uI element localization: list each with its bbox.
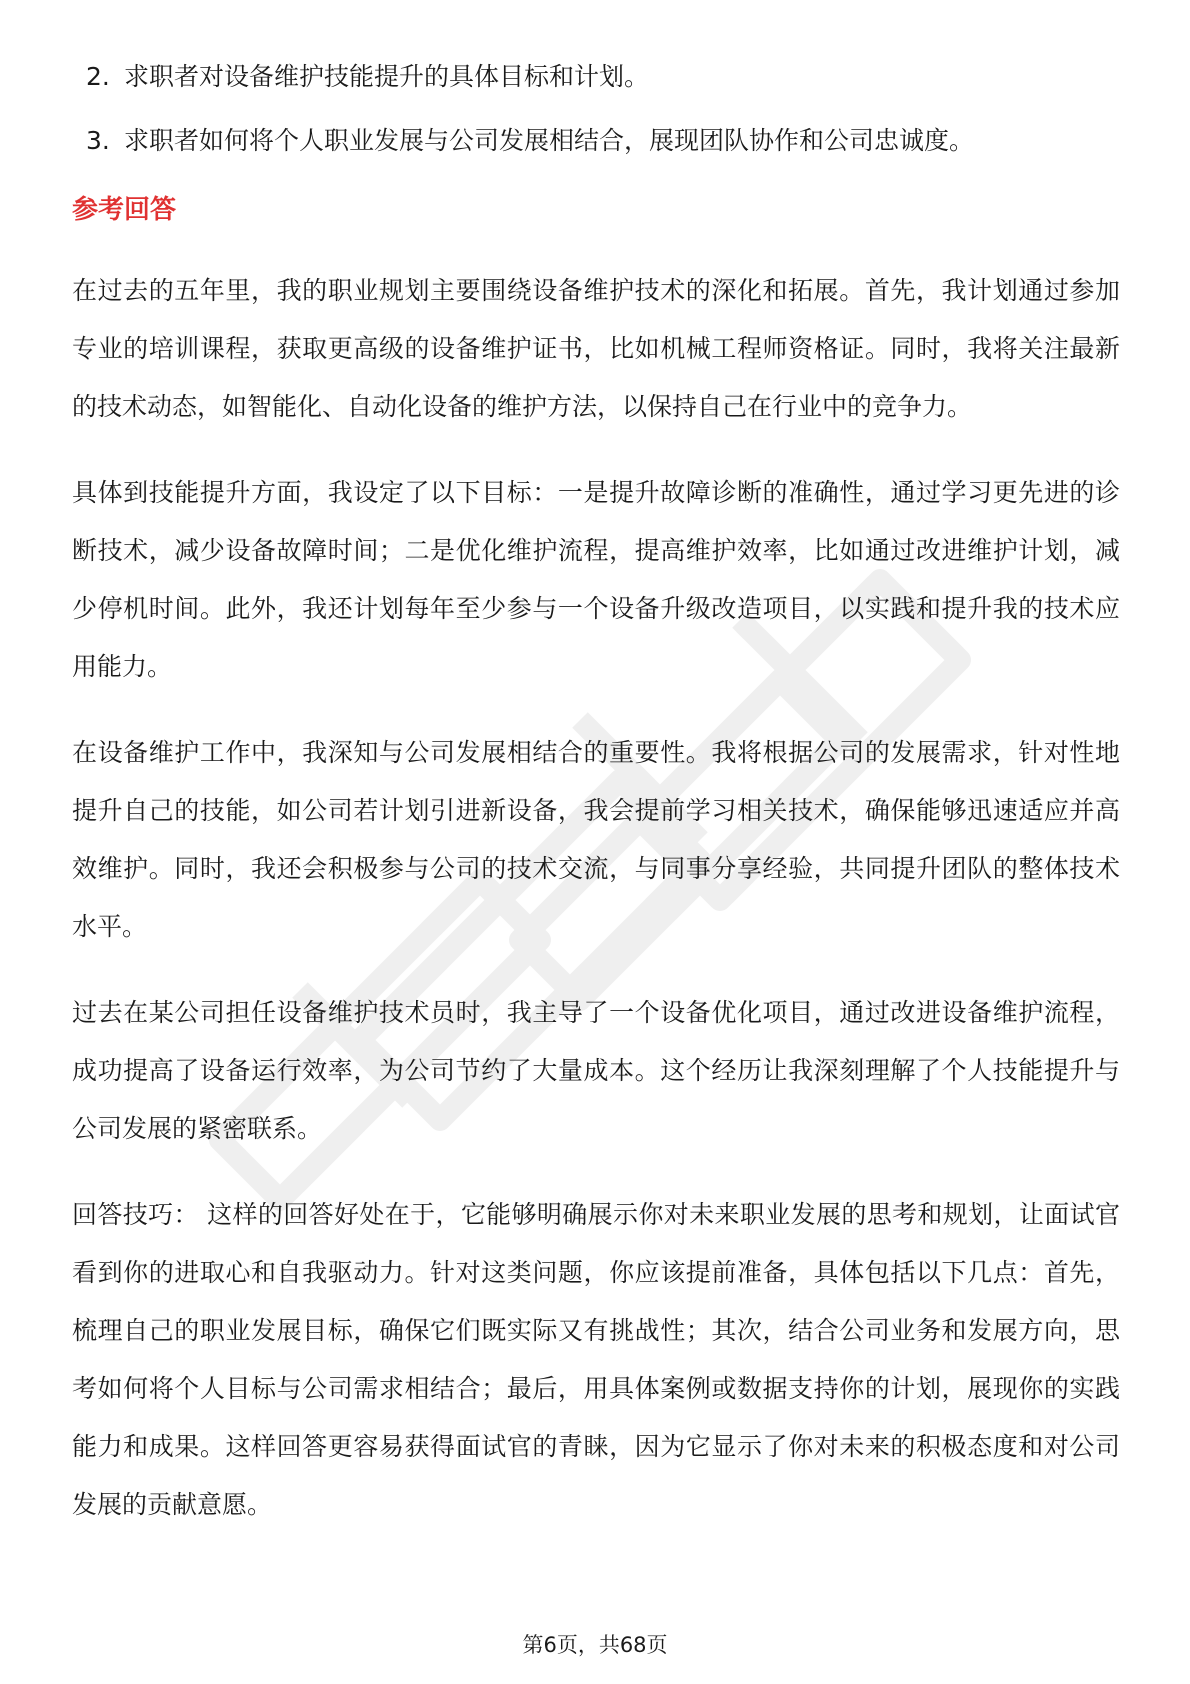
list-item bbox=[86, 58, 1120, 96]
content-area bbox=[72, 58, 1120, 1534]
section-title: 参考回答 bbox=[72, 195, 177, 225]
answer-paragraph: 在设备维护工作中，我深知与公司发展相结合的重要性。我将根据公司的发展需求，针对性地提升自己的技能，如公司若计划引进新设备，我会提前学习相关技术，确保能够迅速适应并高效维护。同时，我还会积极参与公司的技术交流，与同事分享经验，共同提升团队的整体技术水平。 bbox=[72, 738, 1120, 941]
list-item-number: 2. bbox=[86, 62, 110, 91]
list-item-text: 求职者如何将个人职业发展与公司发展相结合，展现团队协作和公司忠诚度。 bbox=[124, 126, 975, 155]
answer-paragraph: 在过去的五年里，我的职业规划主要围绕设备维护技术的深化和拓展。首先，我计划通过参加专业的培训课程，获取更高级的设备维护证书，比如机械工程师资格证。同时，我将关注最新的技术动态，如智能化、自动化设备的维护方法，以保持自己在行业中的竞争力。 bbox=[72, 276, 1120, 421]
list-item-number: 3. bbox=[86, 126, 110, 155]
tips-paragraph: 回答技巧： 这样的回答好处在于，它能够明确展示你对未来职业发展的思考和规划，让面试官看到你的进取心和自我驱动力。针对这类问题，你应该提前准备，具体包括以下几点：首先，梳理自己的职业发展目标，确保它们既实际又有挑战性；其次，结合公司业务和发展方向，思考如何将个人目标与公司需求相结合；最后，用具体案例或数据支持你的计划，展现你的实践能力和成果。这样回答更容易获得面试官的青睐，因为它显示了你对未来的积极态度和对公司发展的贡献意愿。 bbox=[72, 1200, 1120, 1519]
list-item-text: 求职者对设备维护技能提升的具体目标和计划。 bbox=[124, 62, 650, 91]
answer-paragraph: 过去在某公司担任设备维护技术员时，我主导了一个设备优化项目，通过改进设备维护流程，成功提高了设备运行效率，为公司节约了大量成本。这个经历让我深刻理解了个人技能提升与公司发展的紧密联系。 bbox=[72, 998, 1120, 1143]
list-item bbox=[86, 122, 1120, 160]
page-number: 第6页，共68页 bbox=[522, 1633, 668, 1657]
answer-paragraph: 具体到技能提升方面，我设定了以下目标：一是提升故障诊断的准确性，通过学习更先进的诊断技术，减少设备故障时间；二是优化维护流程，提高维护效率，比如通过改进维护计划，减少停机时间。此外，我还计划每年至少参与一个设备升级改造项目，以实践和提升我的技术应用能力。 bbox=[72, 478, 1120, 681]
